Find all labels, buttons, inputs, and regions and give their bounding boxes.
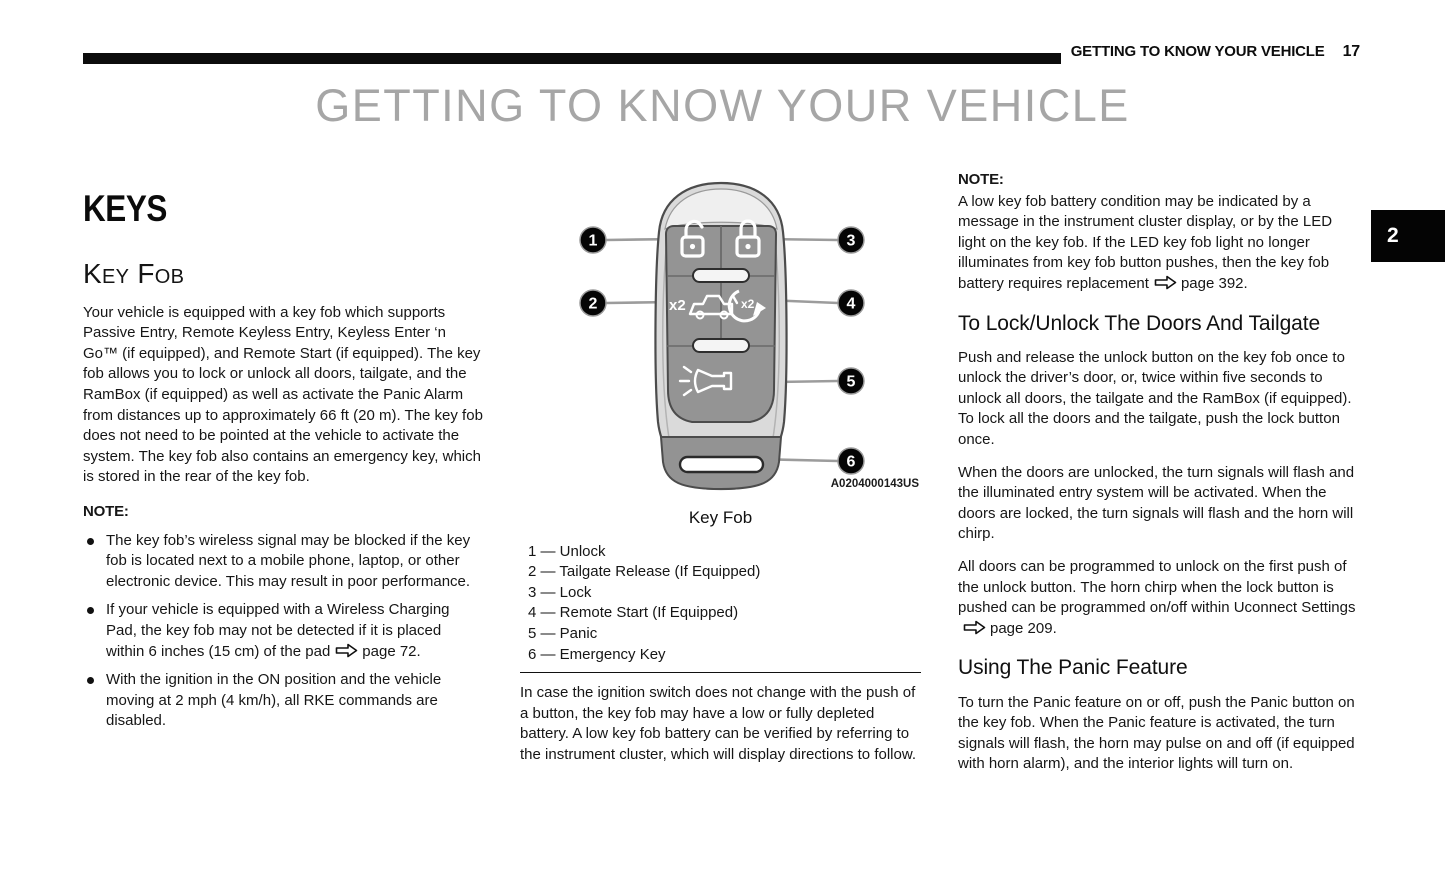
section-heading-keys: KEYS bbox=[83, 188, 167, 229]
lock-unlock-paragraph-2: When the doors are unlocked, the turn signals will flash and the illuminated entry system will be activated. When the doors are locked, the turn signals will flash and the horn will chirp. bbox=[958, 463, 1355, 543]
callout-1: 1 bbox=[588, 232, 598, 250]
note-label: NOTE: bbox=[83, 502, 129, 520]
running-header bbox=[1071, 43, 1360, 61]
lock-unlock-paragraph-1: Push and release the unlock button on the key fob once to unlock the driver’s door, or, twice within five seconds to unlock all doors, the tailgate and the RamBox (if equipped). To lock all the doors and the tailgate, push the lock button once. bbox=[958, 348, 1352, 449]
chapter-tab bbox=[1371, 210, 1445, 262]
header-rule-bar bbox=[83, 53, 1061, 64]
page-reference: page 72. bbox=[362, 642, 421, 660]
fob-divider-pill-2 bbox=[693, 339, 749, 352]
svg-text:x2: x2 bbox=[741, 297, 755, 311]
callout-6: 6 bbox=[846, 453, 856, 471]
heading-panic-feature: Using The Panic Feature bbox=[958, 656, 1188, 680]
note-bullet-list bbox=[83, 531, 483, 732]
running-header-title: GETTING TO KNOW YOUR VEHICLE bbox=[1070, 43, 1325, 60]
key-fob-intro-paragraph: Your vehicle is equipped with a key fob which supports Passive Entry, Remote Keyless Entry, Keyless Enter ‘n Go™ (if equipped), and Remote Start (if equipped). The key fob allows you to lock or unlock all doors, tailgate, and the RamBox (if equipped) as well as activate the Panic Alarm from distances up to approximately 66 ft (20 m). The key fob does not need to be pointed at the vehicle to activate the system. The key fob also contains an emergency key, which is stored in the rear of the key fob. bbox=[83, 303, 483, 486]
panic-feature-paragraph: To turn the Panic feature on or off, push the Panic button on the key fob. When the Panic feature is activated, the turn signals will flash, the horn may pulse on and off (if equipped with horn alarm), and the interior lights will turn on. bbox=[958, 693, 1355, 773]
battery-note-paragraph: A low key fob battery condition may be indicated by a message in the instrument cluster display, or by the LED light on the key fob. If the LED key fob light no longer illuminates from key fob button pushes, then the key fob battery requires replacement page 392. bbox=[958, 192, 1333, 292]
callout-4: 4 bbox=[846, 295, 856, 313]
figure-column bbox=[520, 176, 921, 766]
note-bullet-wireless-charging: If your vehicle is equipped with a Wireless Charging Pad, the key fob may not be detected if it is placed within 6 inches (15 cm) of the pad page 72. bbox=[83, 600, 483, 662]
callout-5: 5 bbox=[846, 373, 856, 391]
legend-item-unlock: 1 — Unlock bbox=[528, 542, 606, 560]
figure-caption: Key Fob bbox=[688, 508, 753, 527]
callout-3: 3 bbox=[846, 232, 856, 250]
emergency-key-slot bbox=[680, 457, 763, 472]
page-reference-arrow-icon bbox=[1154, 275, 1177, 290]
figure-id-watermark: A0204000143US bbox=[830, 478, 919, 490]
callout-2: 2 bbox=[588, 295, 598, 313]
key-fob-figure bbox=[520, 176, 921, 498]
page-title: GETTING TO KNOW YOUR VEHICLE bbox=[315, 80, 1130, 131]
lock-unlock-paragraph-3: All doors can be programmed to unlock on the first push of the unlock button. The horn chirp when the lock button is pushed can be programmed on/off within Uconnect Settingspage 209. bbox=[958, 558, 1356, 637]
note-label-right: NOTE: bbox=[958, 171, 1004, 188]
legend-item-emergency-key: 6 — Emergency Key bbox=[528, 645, 666, 663]
page-reference-arrow-icon bbox=[963, 620, 986, 635]
right-column bbox=[958, 170, 1363, 775]
page-reference-arrow-icon bbox=[335, 643, 358, 658]
page-reference: page 209. bbox=[990, 619, 1057, 637]
low-battery-paragraph: In case the ignition switch does not change with the push of a button, the key fob may have a low or fully depleted battery. A low key fob battery can be verified by referring to the instrument cluster, which will display directions to follow. bbox=[520, 684, 917, 763]
svg-text:x2: x2 bbox=[669, 297, 686, 314]
legend-divider bbox=[520, 672, 921, 673]
left-column bbox=[83, 190, 483, 732]
key-fob-illustration bbox=[520, 176, 921, 498]
legend-item-panic: 5 — Panic bbox=[528, 624, 598, 642]
fob-divider-pill-1 bbox=[693, 269, 749, 282]
legend-item-remote-start: 4 — Remote Start (If Equipped) bbox=[528, 604, 739, 622]
heading-lock-unlock: To Lock/Unlock The Doors And Tailgate bbox=[958, 311, 1321, 335]
note-bullet-wireless-signal: The key fob’s wireless signal may be blocked if the key fob is located next to a mobile phone, laptop, or other electronic device. This may result in poor performance. bbox=[83, 531, 483, 593]
legend-item-lock: 3 — Lock bbox=[528, 583, 592, 601]
figure-legend bbox=[520, 542, 921, 666]
note-bullet-rke-disabled: With the ignition in the ON position and the vehicle moving at 2 mph (4 km/h), all RKE commands are disabled. bbox=[83, 670, 483, 732]
page-number: 17 bbox=[1342, 43, 1360, 60]
chapter-tab-number: 2 bbox=[1387, 224, 1399, 247]
subsection-heading-key-fob: Key Fob bbox=[83, 257, 185, 289]
legend-item-tailgate-release: 2 — Tailgate Release (If Equipped) bbox=[528, 563, 761, 581]
page-reference: page 392. bbox=[1180, 274, 1248, 292]
